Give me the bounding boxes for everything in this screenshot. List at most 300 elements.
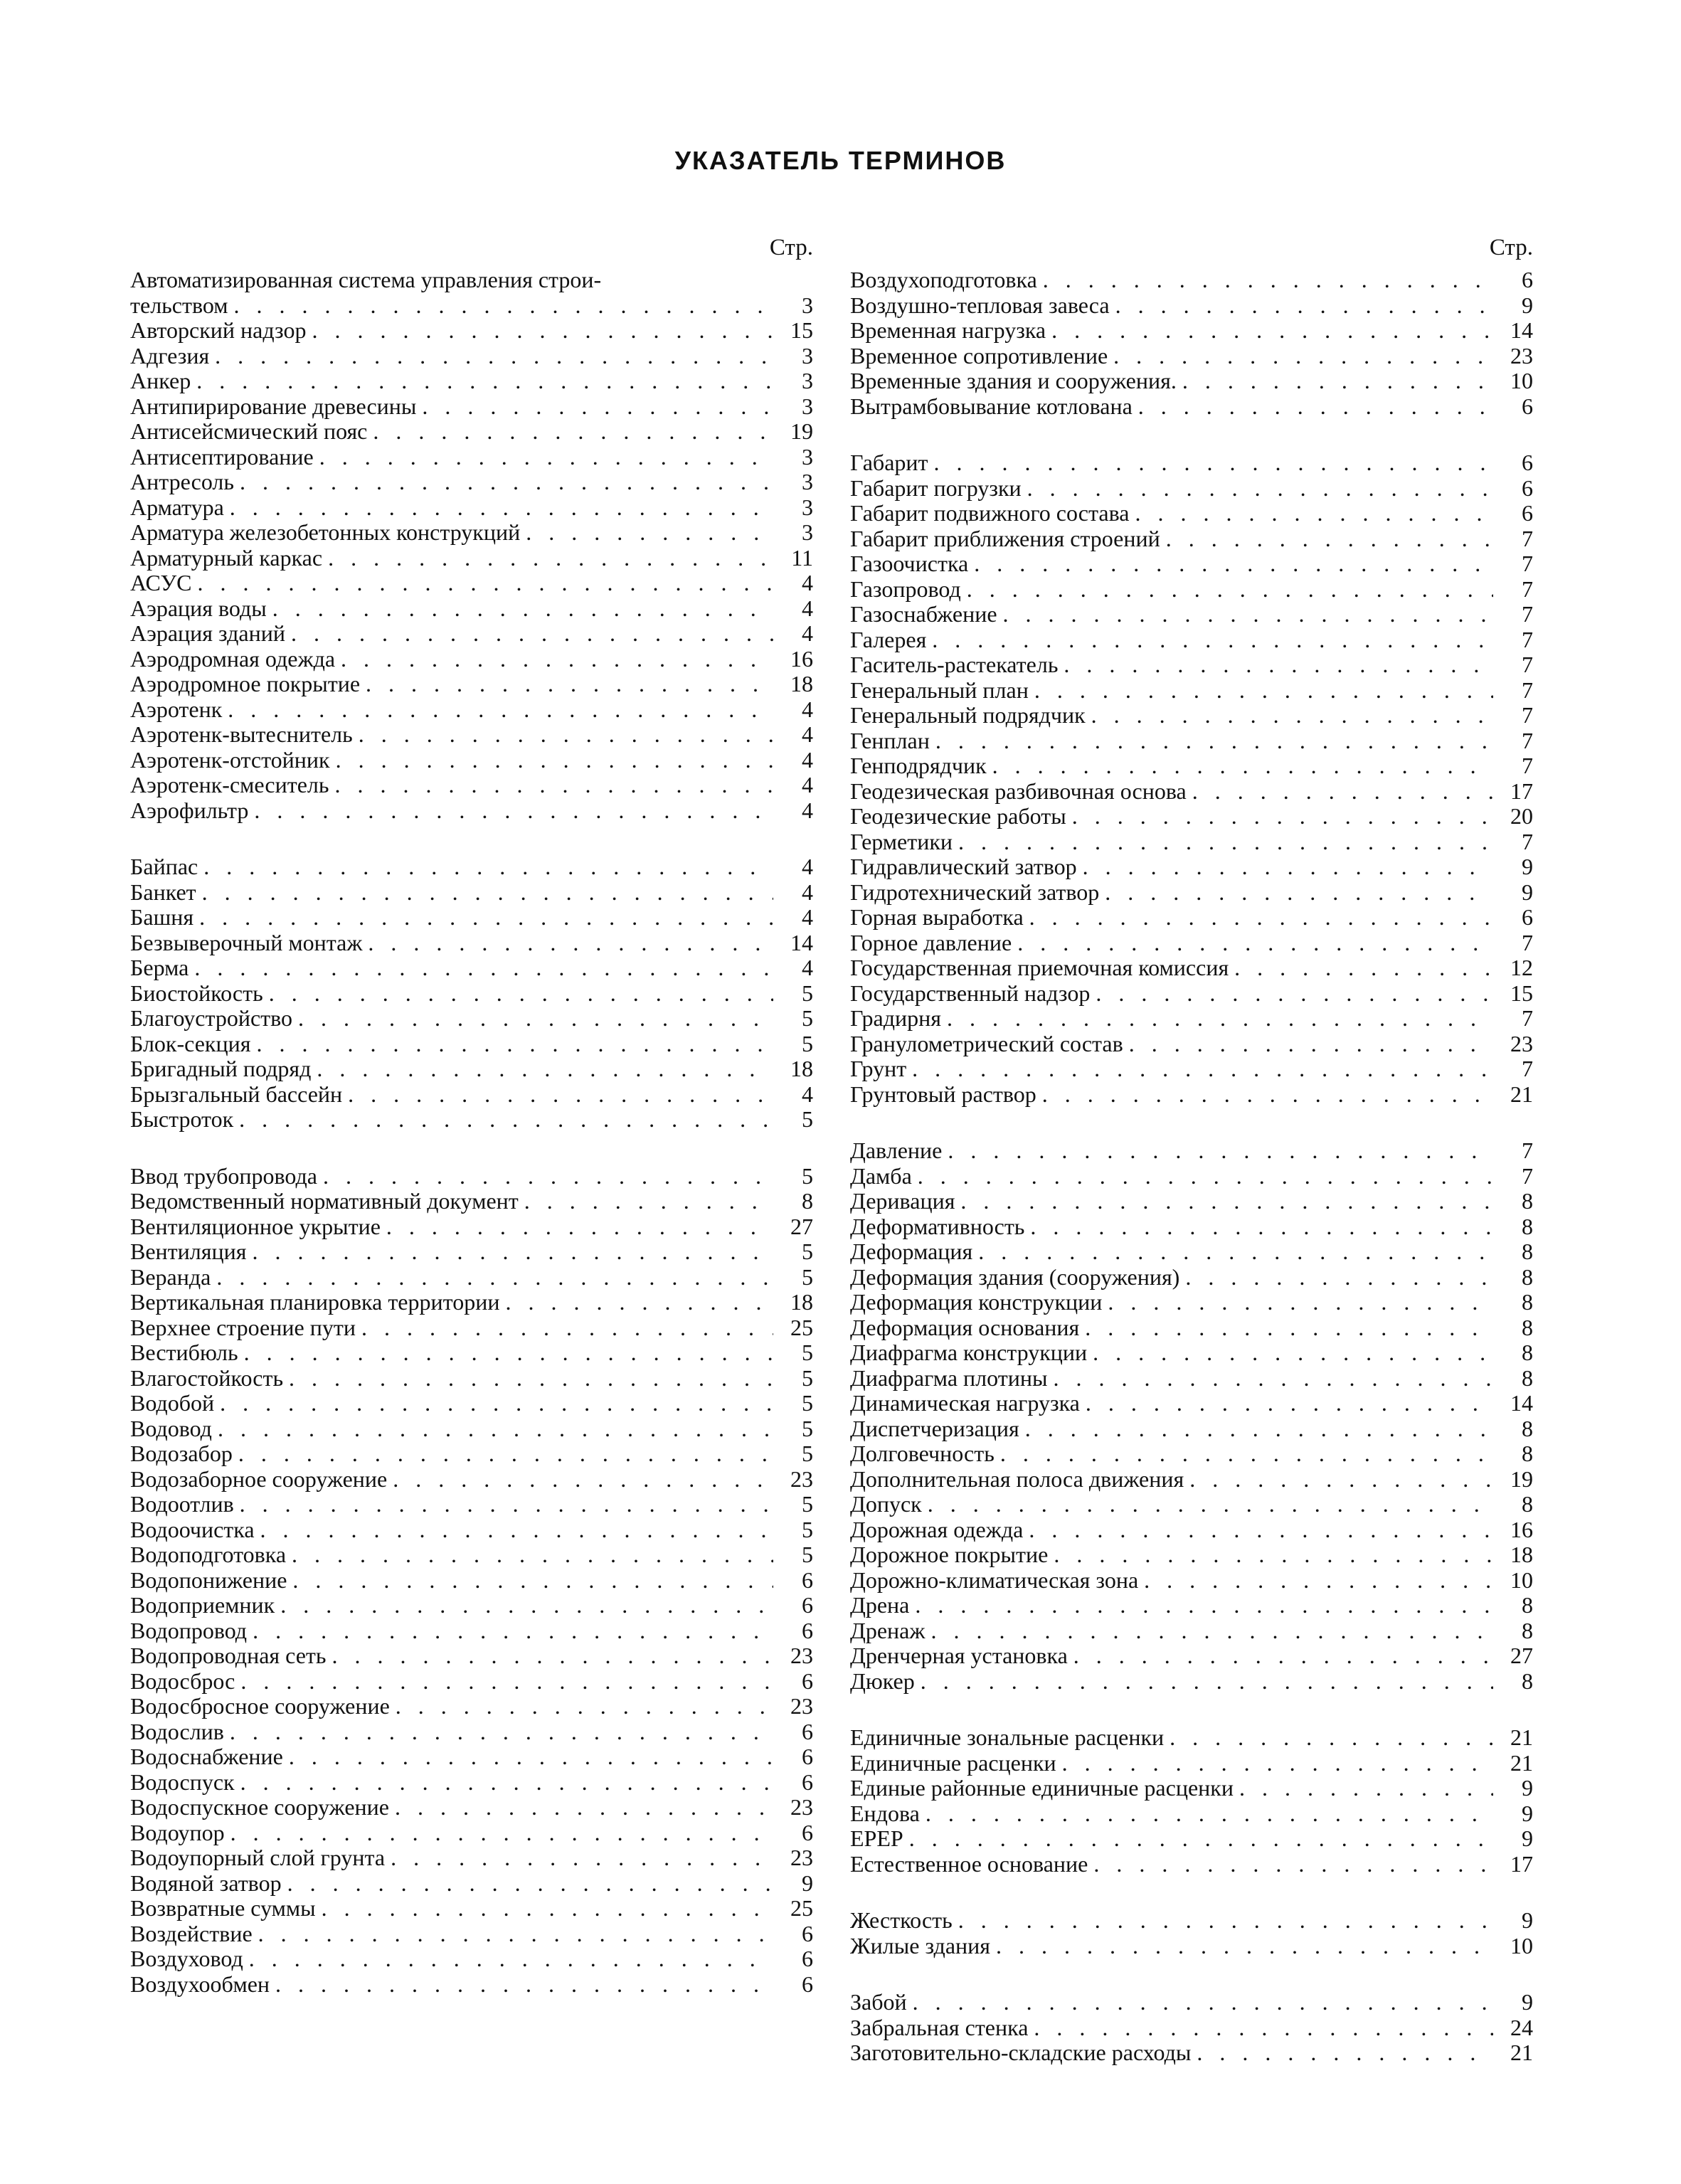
term-label: Автоматизированная система управления строи- (130, 267, 602, 292)
index-entry (850, 981, 1533, 1007)
page-number: 9 (1522, 292, 1533, 318)
dot-leader (1239, 1776, 1493, 1801)
index-entry (850, 652, 1533, 678)
term-label: Аэротенк (130, 696, 223, 722)
index-entry (850, 1852, 1533, 1877)
page-number: 5 (802, 1415, 813, 1441)
term-label: Водоочистка (130, 1516, 255, 1542)
dot-leader (1129, 1032, 1493, 1057)
page-number: 27 (1510, 1643, 1533, 1668)
term-label: Деформация здания (сооружения) (850, 1263, 1180, 1290)
dot-leader (1135, 501, 1493, 526)
group-separator (850, 1877, 1533, 1908)
term-label: Анкер (130, 368, 191, 393)
page-number: 10 (1510, 1932, 1533, 1958)
page-number: 6 (802, 1819, 813, 1845)
dot-leader (287, 1871, 773, 1897)
index-entry (130, 1315, 813, 1341)
page-number: 5 (802, 1364, 813, 1391)
index-entry (850, 753, 1533, 779)
index-entry (130, 495, 813, 521)
index-entry (130, 931, 813, 956)
dot-leader (386, 1214, 773, 1240)
page-number: 9 (1522, 1989, 1533, 2015)
dot-leader (275, 1972, 773, 1998)
index-entry (850, 318, 1533, 344)
term-label: Арматура железобетонных конструкций (130, 519, 521, 545)
page-number: 7 (1522, 626, 1533, 652)
page-number: 23 (790, 1643, 813, 1668)
index-entry (130, 1290, 813, 1315)
dot-leader (319, 445, 773, 470)
term-label: Градирня (850, 1005, 941, 1031)
term-label: Аэротенк-смеситель (130, 772, 329, 797)
term-label: Деривация (850, 1188, 955, 1214)
term-label: Антипирирование древесины (130, 393, 417, 419)
page-number: 6 (1522, 904, 1533, 930)
page-number: 4 (802, 570, 813, 595)
term-label: Деформативность (850, 1213, 1025, 1239)
dot-leader (312, 318, 773, 344)
dot-leader (361, 1315, 773, 1341)
term-label: Воздействие (130, 1920, 253, 1946)
dot-leader (1170, 1725, 1493, 1751)
dot-leader (947, 1006, 1493, 1032)
index-entry (850, 267, 1533, 293)
dot-leader (230, 1719, 773, 1745)
dot-leader (974, 551, 1493, 577)
dot-leader (240, 1669, 773, 1695)
index-entry (850, 1315, 1533, 1341)
term-label: Аэротенк-отстойник (130, 746, 330, 773)
page-number: 7 (1522, 1005, 1533, 1031)
term-label: Генеральный подрядчик (850, 702, 1086, 728)
index-entry (130, 1416, 813, 1442)
term-label: Газоочистка (850, 551, 969, 576)
index-entry (850, 1391, 1533, 1416)
index-entry (130, 470, 813, 495)
page-number: 4 (802, 721, 813, 747)
dot-leader (238, 1441, 773, 1467)
term-label: Ендова (850, 1800, 920, 1826)
dot-leader (526, 520, 773, 546)
index-entry (850, 1908, 1533, 1934)
dot-leader (203, 854, 773, 880)
index-entry (850, 1568, 1533, 1594)
term-label: Берма (130, 955, 189, 980)
page-number: 6 (1522, 475, 1533, 501)
dot-leader (1029, 905, 1493, 931)
index-entry (130, 344, 813, 369)
dot-leader (934, 450, 1494, 476)
dot-leader (1144, 1568, 1493, 1594)
index-entry (850, 1082, 1533, 1108)
term-label: Габарит подвижного состава (850, 500, 1130, 526)
term-label: АСУС (130, 570, 192, 595)
dot-leader (1115, 293, 1493, 319)
index-entry (850, 2040, 1533, 2066)
term-label: ЕРЕР (850, 1825, 903, 1851)
page-number: 8 (1522, 1239, 1533, 1264)
term-label: Гранулометрический состав (850, 1030, 1123, 1056)
page-number: 7 (1522, 1056, 1533, 1081)
page-number: 5 (802, 1005, 813, 1031)
dot-leader (909, 1826, 1493, 1852)
index-entry (850, 577, 1533, 603)
term-label: Верхнее строение пути (130, 1314, 356, 1340)
page-number: 3 (802, 494, 813, 520)
page-number: 3 (802, 292, 813, 318)
page-number: 4 (802, 879, 813, 905)
page-number: 10 (1510, 368, 1533, 393)
index-entry (850, 1643, 1533, 1669)
term-label: Водопроводная сеть (130, 1643, 327, 1668)
page-number: 6 (802, 1592, 813, 1618)
index-entry (850, 344, 1533, 369)
term-label: Дамба (850, 1162, 912, 1189)
dot-leader (272, 596, 773, 622)
index-entry (850, 1239, 1533, 1265)
dot-leader (336, 748, 773, 773)
index-entry (130, 1056, 813, 1082)
index-entry (850, 526, 1533, 552)
page-number: 7 (1522, 929, 1533, 955)
term-label: Бригадный подряд (130, 1056, 312, 1081)
index-entry (850, 1340, 1533, 1366)
index-entry (850, 1006, 1533, 1032)
dot-leader (260, 1517, 773, 1543)
index-entry (130, 293, 813, 319)
index-entry (850, 1032, 1533, 1057)
term-label: Водозабор (130, 1441, 233, 1466)
dot-leader (1034, 2015, 1493, 2041)
page-number: 23 (790, 1794, 813, 1820)
term-label: Водоупор (130, 1819, 225, 1845)
dot-leader (1051, 318, 1493, 344)
index-entry (850, 551, 1533, 577)
page-number: 4 (802, 797, 813, 823)
term-label: Дорожно-климатическая зона (850, 1567, 1139, 1593)
dot-leader (948, 1138, 1493, 1164)
page-number: 6 (1522, 500, 1533, 526)
index-entry (850, 602, 1533, 627)
index-entry (130, 571, 813, 596)
dot-leader (1189, 1467, 1493, 1493)
index-entry (850, 293, 1533, 319)
index-entry (130, 1164, 813, 1189)
term-label: Водосброс (130, 1668, 235, 1694)
page-number: 4 (802, 1081, 813, 1107)
term-label: Водоупорный слой грунта (130, 1845, 386, 1870)
dot-leader (396, 1694, 773, 1719)
page-number: 4 (802, 620, 813, 646)
index-entry (130, 880, 813, 906)
dot-leader (292, 1542, 773, 1568)
term-label: Геодезические работы (850, 803, 1066, 829)
index-column-right (850, 228, 1533, 2066)
term-label: Вытрамбовывание котлована (850, 393, 1133, 419)
term-label: Государственная приемочная комиссия (850, 955, 1229, 980)
dot-leader (958, 1908, 1493, 1934)
dot-leader (524, 1189, 773, 1214)
page-number: 19 (1510, 1465, 1533, 1492)
term-label: Генподрядчик (850, 753, 987, 778)
group-separator (130, 1133, 813, 1164)
index-entry (850, 880, 1533, 906)
index-entry (130, 1593, 813, 1618)
index-entry (850, 931, 1533, 956)
dot-leader (289, 1366, 773, 1391)
term-label: Байпас (130, 854, 198, 879)
page-number: 8 (1522, 1188, 1533, 1214)
dot-leader (926, 1801, 1493, 1827)
page-number: 6 (1522, 450, 1533, 475)
page-number: 21 (1510, 1749, 1533, 1776)
term-label: Гидротехнический затвор (850, 879, 1100, 905)
index-entry (850, 1990, 1533, 2015)
dot-leader (1000, 1441, 1493, 1467)
page-number: 19 (790, 418, 813, 444)
page-number: 25 (790, 1314, 813, 1340)
term-label: Водоспуск (130, 1769, 235, 1795)
index-entry (130, 419, 813, 445)
term-label: Водяной затвор (130, 1870, 282, 1896)
term-label: Давление (850, 1138, 943, 1163)
index-entry (850, 2015, 1533, 2041)
term-label: Воздуховод (130, 1946, 243, 1971)
dot-leader (1072, 804, 1493, 829)
dot-leader (1030, 1214, 1493, 1240)
index-entry (850, 1441, 1533, 1467)
page-number: 21 (1510, 2040, 1533, 2065)
page-number: 8 (1522, 1340, 1533, 1365)
term-label: Быстроток (130, 1106, 234, 1132)
dot-leader (196, 369, 773, 394)
page-number: 8 (1522, 1364, 1533, 1391)
term-label: Жесткость (850, 1907, 953, 1933)
dot-leader (1017, 931, 1493, 956)
dot-leader (921, 1669, 1493, 1695)
page-number: 9 (1522, 879, 1533, 905)
dot-leader (292, 1568, 773, 1594)
index-entry (130, 1618, 813, 1644)
dot-leader (1197, 2040, 1493, 2066)
page-number: 18 (790, 1056, 813, 1081)
dot-leader (240, 1492, 773, 1517)
index-entry (130, 267, 813, 293)
term-label: Грунт (850, 1056, 907, 1081)
page-number: 8 (1522, 1668, 1533, 1694)
index-entry (130, 1896, 813, 1921)
term-label: Авторский надзор (130, 317, 307, 343)
page-column-header: Стр. (769, 235, 813, 260)
index-entry (850, 1189, 1533, 1214)
term-label: Газопровод (850, 576, 961, 602)
page-number: 18 (790, 671, 813, 696)
group-separator (850, 1958, 1533, 1990)
dot-leader (341, 647, 773, 672)
page-number: 4 (802, 595, 813, 621)
page-number: 7 (1522, 551, 1533, 576)
page-number: 5 (802, 1516, 813, 1542)
index-entry (130, 1517, 813, 1543)
dot-leader (958, 829, 1493, 855)
index-entry (850, 1138, 1533, 1164)
term-label: Ввод трубопровода (130, 1162, 317, 1189)
page-number: 14 (790, 929, 813, 955)
term-label: Антисейсмический пояс (130, 418, 368, 444)
index-entry (850, 1416, 1533, 1442)
page-number: 18 (1510, 1542, 1533, 1567)
group-separator (850, 419, 1533, 450)
dot-leader (253, 1618, 773, 1644)
index-entry (130, 1492, 813, 1517)
page-number: 3 (802, 443, 813, 470)
dot-leader (1027, 476, 1493, 502)
term-label: Габарит приближения строений (850, 525, 1160, 551)
index-entry (130, 546, 813, 571)
term-label: Допуск (850, 1491, 922, 1517)
index-entry (850, 394, 1533, 420)
index-entry (130, 672, 813, 697)
term-label: Арматура (130, 494, 224, 520)
page-number: 4 (802, 696, 813, 722)
page-number: 16 (790, 645, 813, 672)
page-number: 17 (1510, 778, 1533, 804)
dot-leader (359, 722, 773, 748)
page-number: 25 (790, 1895, 813, 1921)
page-number: 18 (790, 1289, 813, 1315)
dot-leader (322, 1896, 773, 1921)
page-number: 4 (802, 854, 813, 879)
index-entry (130, 773, 813, 798)
dot-leader (240, 1770, 773, 1796)
term-label: Вертикальная планировка территории (130, 1289, 500, 1315)
dot-leader (317, 1056, 773, 1082)
dot-leader (215, 344, 773, 369)
term-label: Единичные расценки (850, 1749, 1056, 1776)
page-number: 7 (1522, 576, 1533, 602)
page-number: 4 (802, 955, 813, 980)
page-number: 8 (1522, 1592, 1533, 1618)
index-entry (850, 1542, 1533, 1568)
page-number: 6 (802, 1668, 813, 1694)
term-label: тельством (130, 292, 228, 318)
term-label: Единичные зональные расценки (850, 1724, 1165, 1750)
dot-leader (348, 1082, 773, 1108)
index-entry (130, 1265, 813, 1290)
index-entry (130, 1189, 813, 1214)
dot-leader (202, 880, 773, 906)
dot-leader (1029, 1517, 1493, 1543)
dot-leader (1062, 1751, 1493, 1776)
page-number: 6 (802, 1617, 813, 1643)
dot-leader (252, 1239, 773, 1265)
term-label: Государственный надзор (850, 980, 1091, 1006)
dot-leader (1086, 1391, 1493, 1416)
term-label: Арматурный каркас (130, 544, 323, 571)
dot-leader (1083, 854, 1493, 880)
index-entry (850, 728, 1533, 754)
dot-leader (256, 1032, 773, 1057)
index-entry (130, 697, 813, 723)
page-number: 7 (1522, 1162, 1533, 1189)
page-number: 15 (790, 317, 813, 343)
index-entry (130, 1744, 813, 1770)
term-label: Вентиляционное укрытие (130, 1213, 381, 1239)
page-number: 4 (802, 746, 813, 773)
dot-leader (978, 1239, 1493, 1265)
dot-leader (199, 905, 773, 931)
index-entry (130, 520, 813, 546)
index-entry (130, 596, 813, 622)
dot-leader (1054, 1542, 1493, 1568)
term-label: Деформация основания (850, 1314, 1080, 1340)
dot-leader (368, 931, 773, 956)
index-entry (850, 1801, 1533, 1827)
page-number: 8 (1522, 1289, 1533, 1315)
index-entry (130, 1921, 813, 1947)
term-label: Забральная стенка (850, 2014, 1029, 2040)
page-number: 20 (1510, 803, 1533, 829)
term-label: Деформация (850, 1239, 973, 1264)
term-label: Дорожная одежда (850, 1516, 1024, 1542)
index-entry (850, 1517, 1533, 1543)
term-label: Биостойкость (130, 980, 263, 1006)
page-number: 9 (1522, 1800, 1533, 1826)
dot-leader (1073, 1643, 1493, 1669)
page-number: 5 (802, 1441, 813, 1466)
index-entry (130, 1568, 813, 1594)
index-entry (130, 1871, 813, 1897)
index-entry (850, 1056, 1533, 1082)
dot-leader (391, 1845, 773, 1871)
index-entry (850, 1725, 1533, 1751)
page-number: 8 (1522, 1441, 1533, 1466)
index-entry (130, 1770, 813, 1796)
index-entry (130, 1694, 813, 1719)
index-entry (850, 955, 1533, 981)
page-number: 9 (1522, 854, 1533, 879)
term-label: Брызгальный бассейн (130, 1081, 343, 1107)
dot-leader (930, 1618, 1493, 1644)
term-label: Диспетчеризация (850, 1415, 1019, 1441)
term-label: Заготовительно-складские расходы (850, 2040, 1192, 2065)
page-column-header: Стр. (1489, 235, 1533, 260)
term-label: Водопонижение (130, 1567, 287, 1593)
dot-leader (1182, 369, 1493, 394)
page-number: 6 (802, 1567, 813, 1593)
dot-leader (393, 1467, 773, 1493)
page-number: 7 (1522, 652, 1533, 677)
page-number: 10 (1510, 1567, 1533, 1593)
term-label: Габарит погрузки (850, 475, 1022, 501)
page-number: 24 (1510, 2014, 1533, 2040)
term-label: Аэротенк-вытеснитель (130, 721, 353, 747)
dot-leader (912, 1056, 1493, 1082)
term-label: Горная выработка (850, 904, 1024, 930)
index-entry (850, 854, 1533, 880)
page-number: 8 (1522, 1617, 1533, 1643)
page-number: 17 (1510, 1850, 1533, 1877)
page-number: 8 (1522, 1491, 1533, 1517)
term-label: Дренчерная установка (850, 1643, 1068, 1668)
page-number: 11 (791, 544, 813, 571)
term-label: Жилые здания (850, 1932, 990, 1958)
dot-leader (249, 1946, 773, 1972)
term-label: Дорожное покрытие (850, 1542, 1049, 1567)
term-label: Аэродромное покрытие (130, 671, 361, 696)
